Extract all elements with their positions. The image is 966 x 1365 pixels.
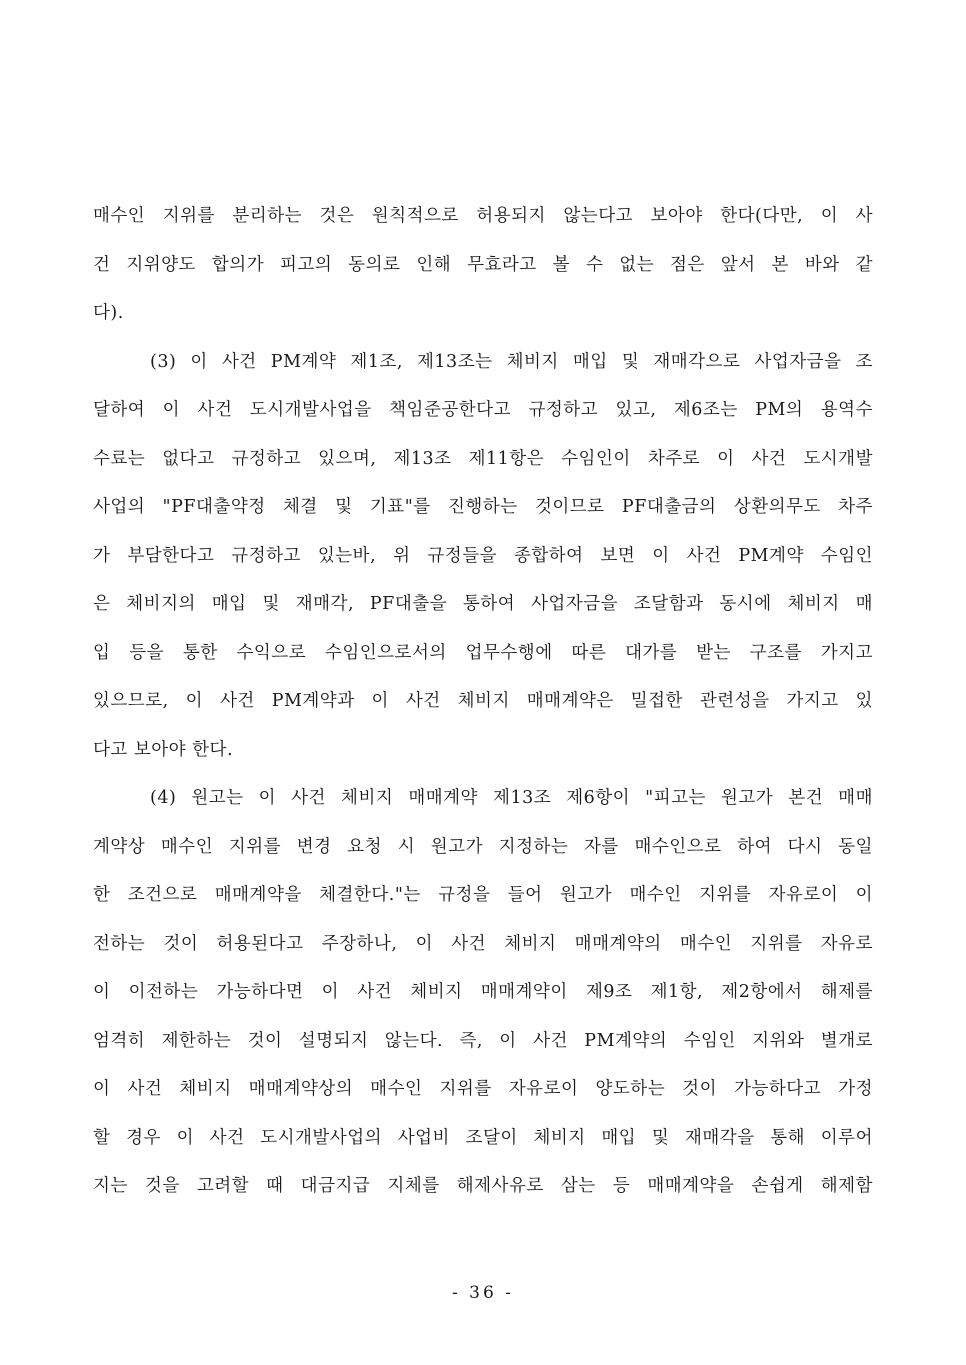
paragraph-continued	[93, 196, 873, 342]
text-line: (4) 원고는 이 사건 체비지 매매계약 제13조 제6항이 "피고는 원고가 본건 매매	[150, 788, 873, 808]
text-line: 이 이전하는 가능하다면 이 사건 체비지 매매계약이 제9조 제1항, 제2항에서 해제를	[93, 982, 873, 1002]
text-line: 할 경우 이 사건 도시개발사업의 사업비 조달이 체비지 매입 및 재매각을 통해 이루어	[93, 1127, 873, 1148]
text-line: 매수인 지위를 분리하는 것은 원칙적으로 허용되지 않는다고 보아야 한다(다만, 이 사	[93, 206, 873, 226]
text-line: 이 사건 체비지 매매계약상의 매수인 지위를 자유로이 양도하는 것이 가능하다고 가정	[93, 1079, 873, 1099]
paragraph-4	[93, 778, 873, 1215]
page-number: - 36 -	[452, 1283, 514, 1303]
text-line: 수료는 없다고 규정하고 있으며, 제13조 제11항은 수임인이 차주로 이 사건 도시개발	[93, 448, 873, 469]
text-line: 가 부담한다고 규정하고 있는바, 위 규정들을 종합하여 보면 이 사건 PM계약 수임인	[93, 545, 873, 566]
text-line: 계약상 매수인 지위를 변경 요청 시 원고가 지정하는 자를 매수인으로 하여 다시 동일	[93, 836, 873, 857]
text-line: (3) 이 사건 PM계약 제1조, 제13조는 체비지 매입 및 재매각으로 사업자금을 조	[150, 351, 873, 372]
text-line: 지는 것을 고려할 때 대금지급 지체를 해제사유로 삼는 등 매매계약을 손쉽게 해제함	[93, 1176, 873, 1196]
paragraph-3	[93, 342, 873, 779]
text-line: 건 지위양도 합의가 피고의 동의로 인해 무효라고 볼 수 없는 점은 앞서 본 바와 같	[93, 254, 873, 275]
text-line: 입 등을 통한 수익으로 수임인으로서의 업무수행에 따른 대가를 받는 구조를 가지고	[93, 642, 873, 663]
text-line: 다고 보아야 한다.	[93, 739, 234, 760]
text-line: 한 조건으로 매매계약을 체결한다."는 규정을 들어 원고가 매수인 지위를 자유로이 이	[93, 885, 873, 905]
text-line: 있으므로, 이 사건 PM계약과 이 사건 체비지 매매계약은 밀접한 관련성을 가지고 있	[93, 691, 873, 711]
text-line: 전하는 것이 허용된다고 주장하나, 이 사건 체비지 매매계약의 매수인 지위를 자유로	[93, 933, 873, 954]
document-body	[93, 196, 873, 1215]
text-line: 달하여 이 사건 도시개발사업을 책임준공한다고 규정하고 있고, 제6조는 PM의 용역수	[93, 400, 873, 420]
text-line: 엄격히 제한하는 것이 설명되지 않는다. 즉, 이 사건 PM계약의 수임인 지위와 별개로	[93, 1030, 873, 1051]
text-line: 다).	[93, 303, 124, 323]
text-line: 사업의 "PF대출약정 체결 및 기표"를 진행하는 것이므로 PF대출금의 상환의무도 차주	[93, 497, 873, 517]
text-line: 은 체비지의 매입 및 재매각, PF대출을 통하여 사업자금을 조달함과 동시에 체비지 매	[93, 594, 873, 614]
